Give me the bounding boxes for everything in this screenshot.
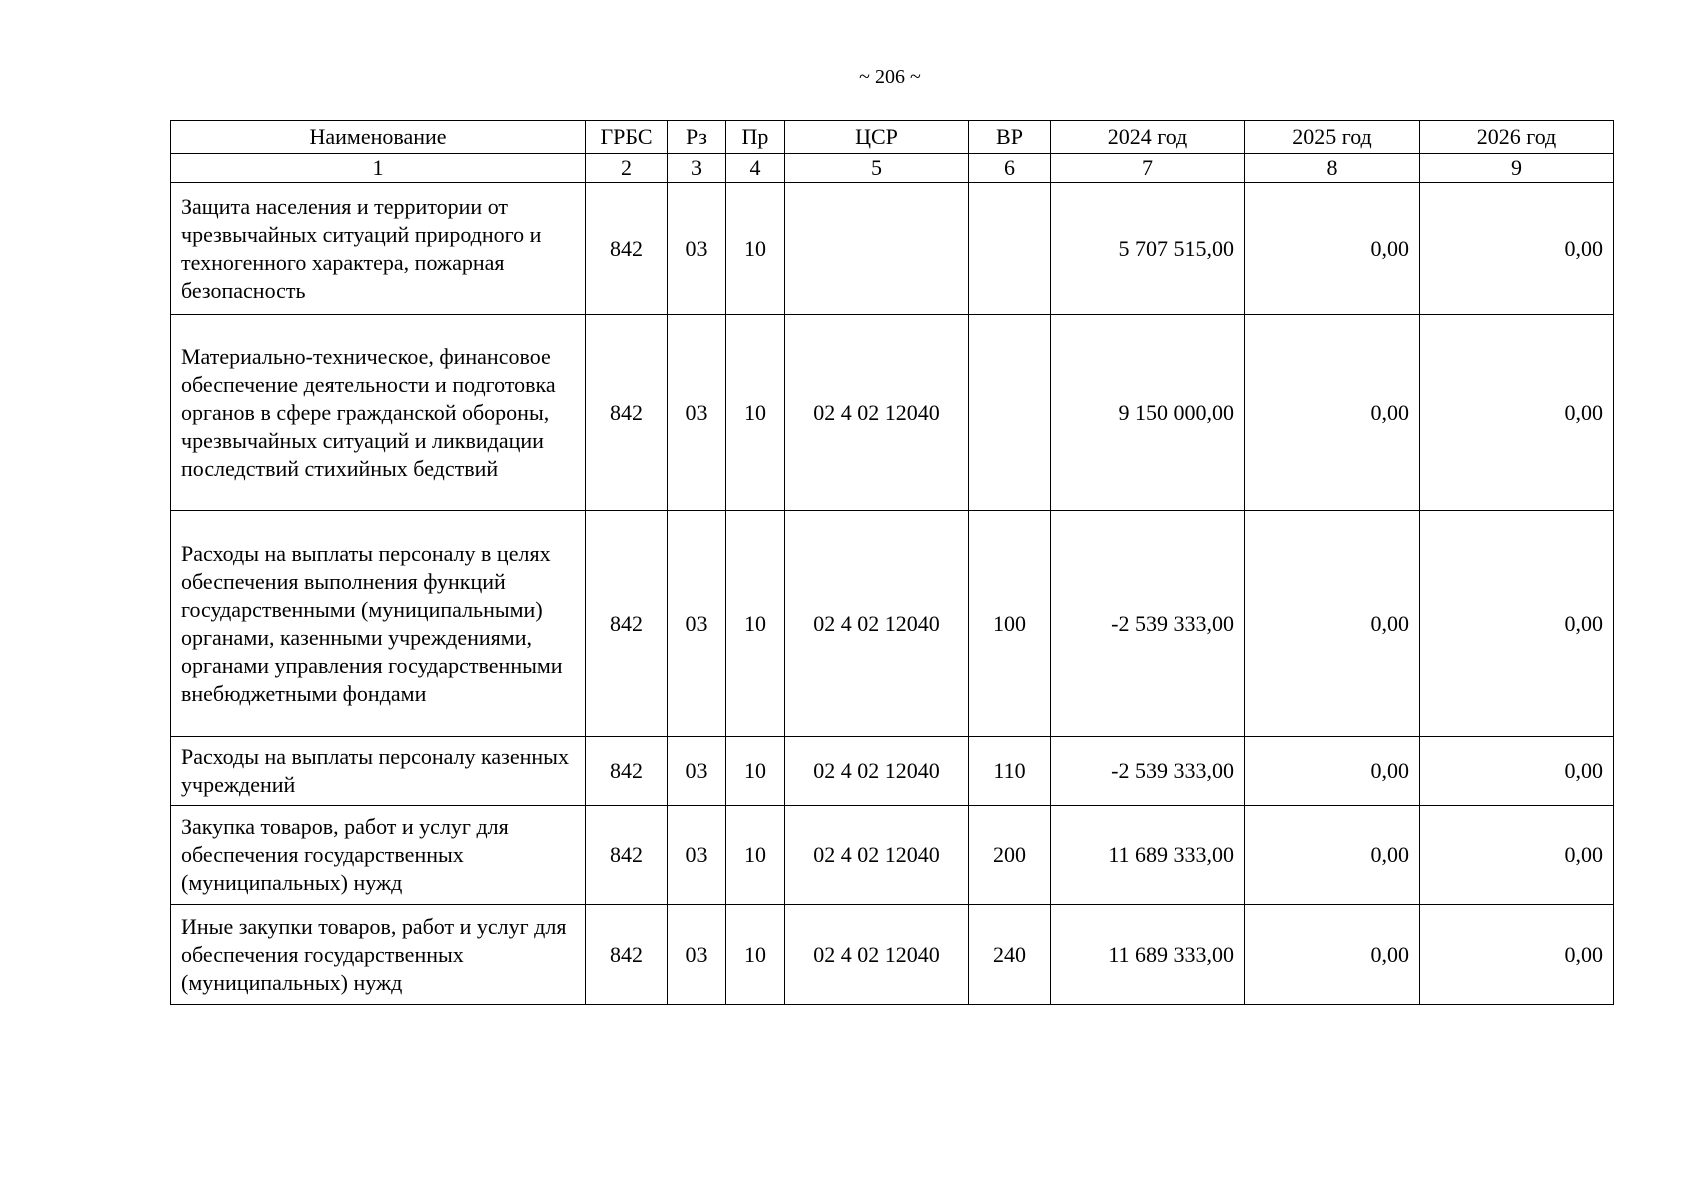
- header-rz: Рз: [668, 121, 726, 154]
- row-vr: [969, 183, 1051, 315]
- header-2026: 2026 год: [1420, 121, 1614, 154]
- row-2026: 0,00: [1420, 183, 1614, 315]
- row-vr: 200: [969, 806, 1051, 905]
- row-rz: 03: [668, 806, 726, 905]
- header-name: Наименование: [171, 121, 586, 154]
- row-name: Материально-техническое, финансовое обеспечение деятельности и подготовка органов в сфере гражданской обороны, чрезвычайных ситуаций и ликвидации последствий стихийных бедствий: [171, 315, 586, 511]
- row-2025: 0,00: [1245, 511, 1420, 737]
- row-2026: 0,00: [1420, 737, 1614, 806]
- header-pr: Пр: [726, 121, 785, 154]
- row-rz: 03: [668, 315, 726, 511]
- row-rz: 03: [668, 905, 726, 1005]
- row-name: Защита населения и территории от чрезвычайных ситуаций природного и техногенного характера, пожарная безопасность: [171, 183, 586, 315]
- table-row: [171, 806, 1614, 905]
- row-2024: 11 689 333,00: [1051, 905, 1245, 1005]
- header-csr: ЦСР: [785, 121, 969, 154]
- row-rz: 03: [668, 511, 726, 737]
- row-2024: -2 539 333,00: [1051, 737, 1245, 806]
- row-2024: 9 150 000,00: [1051, 315, 1245, 511]
- table-row: [171, 183, 1614, 315]
- row-2024: -2 539 333,00: [1051, 511, 1245, 737]
- row-2024: 5 707 515,00: [1051, 183, 1245, 315]
- row-pr: 10: [726, 315, 785, 511]
- budget-table: [170, 120, 1614, 1005]
- column-number: 8: [1245, 154, 1420, 183]
- row-csr: 02 4 02 12040: [785, 905, 969, 1005]
- row-csr: 02 4 02 12040: [785, 511, 969, 737]
- column-number: 4: [726, 154, 785, 183]
- row-vr: 240: [969, 905, 1051, 1005]
- column-number: 3: [668, 154, 726, 183]
- row-pr: 10: [726, 183, 785, 315]
- column-number: 1: [171, 154, 586, 183]
- row-name: Закупка товаров, работ и услуг для обеспечения государственных (муниципальных) нужд: [171, 806, 586, 905]
- row-name: Расходы на выплаты персоналу в целях обеспечения выполнения функций государственными (муниципальными) органами, казенными учреждениями, органами управления государственными внебюджетными фондами: [171, 511, 586, 737]
- header-2024: 2024 год: [1051, 121, 1245, 154]
- row-pr: 10: [726, 806, 785, 905]
- row-grbs: 842: [586, 806, 668, 905]
- row-csr: 02 4 02 12040: [785, 315, 969, 511]
- header-grbs: ГРБС: [586, 121, 668, 154]
- row-csr: [785, 183, 969, 315]
- column-number: 7: [1051, 154, 1245, 183]
- row-rz: 03: [668, 737, 726, 806]
- header-vr: ВР: [969, 121, 1051, 154]
- page-number: ~ 206 ~: [859, 66, 921, 88]
- row-2025: 0,00: [1245, 737, 1420, 806]
- row-vr: 100: [969, 511, 1051, 737]
- row-rz: 03: [668, 183, 726, 315]
- row-grbs: 842: [586, 905, 668, 1005]
- row-vr: [969, 315, 1051, 511]
- row-2026: 0,00: [1420, 315, 1614, 511]
- row-pr: 10: [726, 511, 785, 737]
- row-pr: 10: [726, 905, 785, 1005]
- row-name: Расходы на выплаты персоналу казенных учреждений: [171, 737, 586, 806]
- row-grbs: 842: [586, 183, 668, 315]
- column-number: 2: [586, 154, 668, 183]
- table-row: [171, 737, 1614, 806]
- row-2026: 0,00: [1420, 806, 1614, 905]
- column-number: 5: [785, 154, 969, 183]
- row-2025: 0,00: [1245, 905, 1420, 1005]
- row-2026: 0,00: [1420, 511, 1614, 737]
- table-row: [171, 511, 1614, 737]
- row-grbs: 842: [586, 315, 668, 511]
- row-grbs: 842: [586, 511, 668, 737]
- row-pr: 10: [726, 737, 785, 806]
- table-row: [171, 905, 1614, 1005]
- row-csr: 02 4 02 12040: [785, 737, 969, 806]
- column-number: 6: [969, 154, 1051, 183]
- row-2025: 0,00: [1245, 183, 1420, 315]
- column-number-row: [171, 154, 1614, 183]
- row-csr: 02 4 02 12040: [785, 806, 969, 905]
- row-2025: 0,00: [1245, 806, 1420, 905]
- row-2024: 11 689 333,00: [1051, 806, 1245, 905]
- row-grbs: 842: [586, 737, 668, 806]
- row-2025: 0,00: [1245, 315, 1420, 511]
- row-2026: 0,00: [1420, 905, 1614, 1005]
- header-row: [171, 121, 1614, 154]
- column-number: 9: [1420, 154, 1614, 183]
- table-row: [171, 315, 1614, 511]
- header-2025: 2025 год: [1245, 121, 1420, 154]
- row-vr: 110: [969, 737, 1051, 806]
- row-name: Иные закупки товаров, работ и услуг для обеспечения государственных (муниципальных) нужд: [171, 905, 586, 1005]
